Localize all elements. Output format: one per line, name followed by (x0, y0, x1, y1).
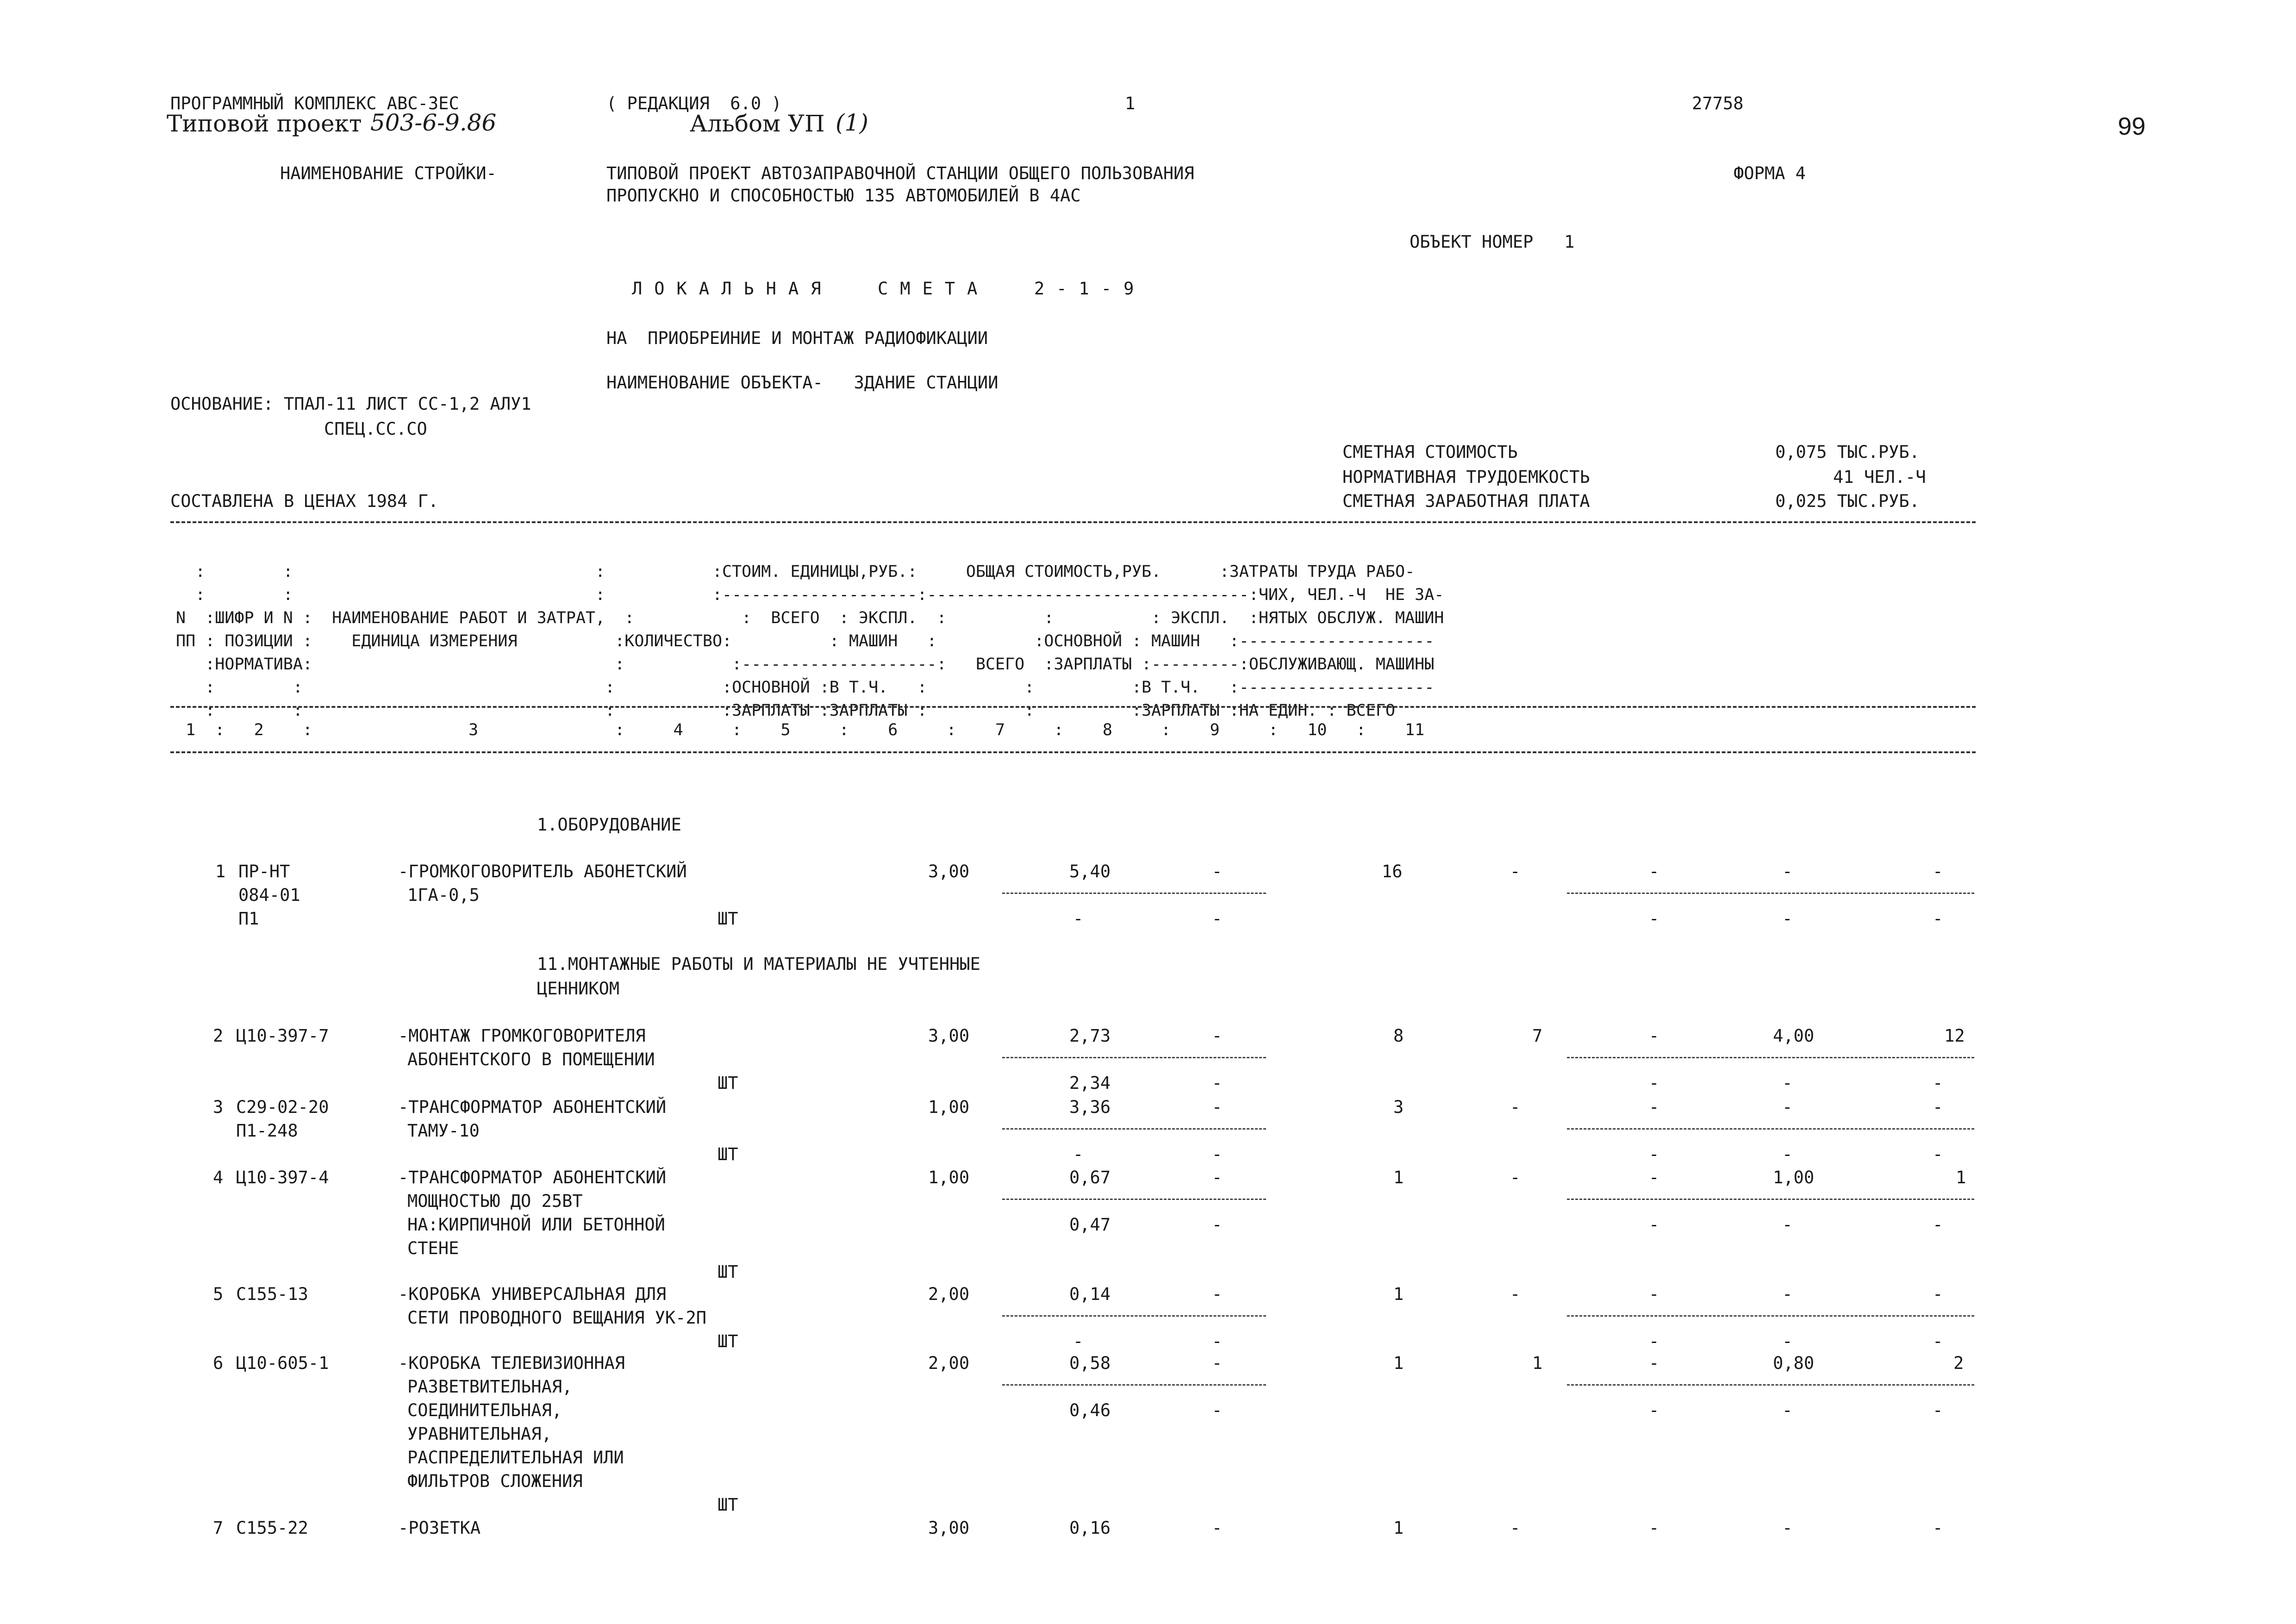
cell-base-wage: - (1510, 1168, 1521, 1187)
cell-labor-unit: - (1782, 1284, 1793, 1304)
cell-machine-cost: - (1212, 862, 1223, 881)
summary-label: НОРМАТИВНАЯ ТРУДОЕМКОСТЬ (1342, 467, 1590, 487)
sheet-number: 99 (2118, 112, 2146, 140)
cell-unit: ШТ (718, 1331, 738, 1351)
summary-value: 41 ЧЕЛ.-Ч (1833, 467, 1926, 487)
cell-wage: - (1212, 1215, 1223, 1235)
cell-quantity: 3,00 (928, 1026, 970, 1046)
cell-unit: ШТ (718, 1073, 738, 1093)
cell-labor-total: - (1933, 1284, 1943, 1304)
cell-wage: - (1649, 1331, 1660, 1351)
basis-line-1: ОСНОВАНИЕ: ТПАЛ-11 ЛИСТ СС-1,2 АЛУ1 (170, 394, 531, 414)
cell-base-wage: 7 (1532, 1026, 1543, 1046)
cell-name: -РОЗЕТКА (398, 1518, 481, 1538)
table-header: : : : :СТОИМ. ЕДИНИЦЫ,РУБ.: ОБЩАЯ СТОИМОСТЬ,РУБ. :ЗАТРАТЫ ТРУДА РАБО- : : : :--------------------:---------------------------------:ЧИХ, ЧЕЛ.-Ч НЕ ЗА- N :ШИФР И N : НАИМЕНОВАНИЕ РАБОТ И ЗАТРАТ, : : ВСЕГО : ЭКСПЛ. : : : ЭКСПЛ. :НЯТЫХ ОБСЛУЖ. МАШИН ПП : ПОЗИЦИИ : ЕДИНИЦА ИЗМЕРЕНИЯ :КОЛИЧЕСТВО: : МАШИН : :ОСНОВНОЙ : МАШИН :-------------------- :НОРМАТИВА: : :--------------------: ВСЕГО :ЗАРПЛАТЫ :---------:ОБСЛУЖИВАЮЩ. МАШИНЫ : : : :ОСНОВНОЙ :В Т.Ч. : : :В Т.Ч. :-------------------- : : : :ЗАРПЛАТЫ :ЗАРПЛАТЫ : : :ЗАРПЛАТЫ :НА ЕДИН. : ВСЕГО (176, 562, 1444, 720)
row-number: 7 (213, 1518, 224, 1538)
cell-name: -ТРАНСФОРМАТОР АБОНЕНТСКИЙ (398, 1168, 667, 1187)
cell-machine-cost: - (1212, 1026, 1223, 1046)
section-title: ЦЕННИКОМ (537, 979, 620, 999)
album-number: (1) (836, 109, 868, 136)
cell-divider (1567, 1315, 1974, 1317)
cell-name: ФИЛЬТРОВ СЛОЖЕНИЯ (407, 1471, 583, 1491)
cell-total: 1 (1393, 1353, 1404, 1373)
cell-wage: - (1073, 1331, 1084, 1351)
cell-labor-total: 2 (1953, 1353, 1964, 1373)
cell-unit: ШТ (718, 1495, 738, 1515)
construction-line-2: ПРОПУСКНО И СПОСОБНОСТЬЮ 135 АВТОМОБИЛЕЙ В 4АС (606, 186, 1081, 206)
cell-base-wage: - (1510, 1518, 1521, 1538)
cell-wage: - (1933, 1073, 1943, 1093)
cell-name: -КОРОБКА ТЕЛЕВИЗИОННАЯ (398, 1353, 625, 1373)
cell-unit-cost: 5,40 (1069, 862, 1111, 881)
row-number: 4 (213, 1168, 224, 1187)
cell-code: Ц10-397-7 (236, 1026, 329, 1046)
cell-divider (1567, 1199, 1974, 1200)
cell-wage: - (1782, 909, 1793, 929)
document-code: 27758 (1692, 94, 1744, 113)
summary-label: СМЕТНАЯ ЗАРАБОТНАЯ ПЛАТА (1342, 491, 1590, 511)
cell-labor-unit: 4,00 (1773, 1026, 1815, 1046)
cell-divider (1567, 1128, 1974, 1130)
cell-labor-total: 1 (1956, 1168, 1966, 1187)
cell-name: СТЕНЕ (407, 1238, 459, 1258)
cell-wage: - (1212, 1073, 1223, 1093)
cell-code: ПР-НТ (238, 862, 290, 881)
cell-machine-total: - (1649, 1353, 1660, 1373)
cell-unit-cost: 0,58 (1069, 1353, 1111, 1373)
summary-value: 0,025 ТЫС.РУБ. (1775, 491, 1920, 511)
cell-name: -ТРАНСФОРМАТОР АБОНЕНТСКИЙ (398, 1097, 667, 1117)
cell-wage: - (1649, 1215, 1660, 1235)
cell-quantity: 2,00 (928, 1353, 970, 1373)
cell-machine-cost: - (1212, 1518, 1223, 1538)
typical-project-label: Типовой проект (167, 110, 362, 137)
column-numbers: 1 : 2 : 3 : 4 : 5 : 6 : 7 : 8 : 9 : 10 : 11 (176, 721, 1425, 739)
cell-name: -МОНТАЖ ГРОМКОГОВОРИТЕЛЯ (398, 1026, 646, 1046)
cell-name: -КОРОБКА УНИВЕРСАЛЬНАЯ ДЛЯ (398, 1284, 667, 1304)
cell-code: Ц10-397-4 (236, 1168, 329, 1187)
cell-labor-total: - (1933, 1097, 1943, 1117)
cell-divider (1567, 1384, 1974, 1386)
cell-divider (1002, 1128, 1266, 1130)
cell-unit-cost: 0,67 (1069, 1168, 1111, 1187)
cell-wage: - (1649, 1400, 1660, 1420)
cell-labor-unit: - (1782, 1518, 1793, 1538)
cell-code: П1-248 (236, 1121, 298, 1141)
table-rule (170, 706, 1976, 708)
cell-machine-total: - (1649, 1284, 1660, 1304)
cell-wage: - (1073, 909, 1084, 929)
cell-name: СОЕДИНИТЕЛЬНАЯ, (407, 1400, 562, 1420)
cell-labor-unit: 1,00 (1773, 1168, 1815, 1187)
cell-code: П1 (238, 909, 259, 929)
cell-unit: ШТ (718, 1144, 738, 1164)
cell-labor-total: 12 (1944, 1026, 1965, 1046)
row-number: 1 (215, 862, 226, 881)
cell-name: УРАВНИТЕЛЬНАЯ, (407, 1424, 552, 1444)
cell-code: С155-13 (236, 1284, 308, 1304)
cell-unit: ШТ (718, 909, 738, 929)
cell-wage: - (1933, 1331, 1943, 1351)
cell-wage: - (1933, 1215, 1943, 1235)
cell-quantity: 2,00 (928, 1284, 970, 1304)
table-rule (170, 521, 1976, 523)
cell-machine-total: - (1649, 1518, 1660, 1538)
cell-divider (1567, 893, 1974, 894)
cell-base-wage: - (1510, 1284, 1521, 1304)
form-label: ФОРМА 4 (1734, 163, 1806, 183)
cell-wage: - (1649, 1073, 1660, 1093)
cell-machine-total: - (1649, 1097, 1660, 1117)
construction-line-1: ТИПОВОЙ ПРОЕКТ АВТОЗАПРАВОЧНОЙ СТАНЦИИ ОБЩЕГО ПОЛЬЗОВАНИЯ (606, 163, 1194, 183)
row-number: 5 (213, 1284, 224, 1304)
cell-unit-cost: 0,16 (1069, 1518, 1111, 1538)
cell-wage: - (1782, 1215, 1793, 1235)
summary-value: 0,075 ТЫС.РУБ. (1775, 442, 1920, 462)
cell-machine-cost: - (1212, 1353, 1223, 1373)
cell-divider (1002, 1199, 1266, 1200)
object-number: ОБЪЕКТ НОМЕР 1 (1410, 232, 1575, 252)
cell-wage: - (1073, 1144, 1084, 1164)
cell-labor-unit: 0,80 (1773, 1353, 1815, 1373)
cell-wage: - (1782, 1331, 1793, 1351)
cell-wage: 2,34 (1069, 1073, 1111, 1093)
cell-name: СЕТИ ПРОВОДНОГО ВЕЩАНИЯ УК-2П (407, 1308, 707, 1328)
cell-divider (1002, 1315, 1266, 1317)
cell-quantity: 3,00 (928, 1518, 970, 1538)
cell-labor-unit: - (1782, 862, 1793, 881)
cell-wage: - (1212, 1400, 1223, 1420)
cell-wage: - (1782, 1144, 1793, 1164)
cell-total: 1 (1393, 1168, 1404, 1187)
cell-machine-total: - (1649, 862, 1660, 881)
cell-code: Ц10-605-1 (236, 1353, 329, 1373)
cell-unit-cost: 0,14 (1069, 1284, 1111, 1304)
cell-code: 084-01 (238, 885, 300, 905)
cell-machine-total: - (1649, 1026, 1660, 1046)
cell-wage: - (1782, 1400, 1793, 1420)
row-number: 2 (213, 1026, 224, 1046)
cell-total: 16 (1382, 862, 1403, 881)
cell-wage: - (1933, 1144, 1943, 1164)
cell-labor-unit: - (1782, 1097, 1793, 1117)
cell-wage: - (1212, 1144, 1223, 1164)
cell-machine-cost: - (1212, 1284, 1223, 1304)
cell-labor-total: - (1933, 1518, 1943, 1538)
cell-quantity: 1,00 (928, 1168, 970, 1187)
edition: ( РЕДАКЦИЯ 6.0 ) (606, 94, 782, 113)
prices-year: СОСТАВЛЕНА В ЦЕНАХ 1984 Г. (170, 491, 439, 511)
cell-wage: 0,47 (1069, 1215, 1111, 1235)
cell-machine-cost: - (1212, 1097, 1223, 1117)
summary-label: СМЕТНАЯ СТОИМОСТЬ (1342, 442, 1518, 462)
cell-wage: - (1649, 909, 1660, 929)
cell-name: МОЩНОСТЬЮ ДО 25ВТ (407, 1191, 583, 1211)
cell-wage: - (1782, 1073, 1793, 1093)
cell-wage: - (1933, 1400, 1943, 1420)
cell-unit: ШТ (718, 1262, 738, 1282)
row-number: 6 (213, 1353, 224, 1373)
cell-divider (1002, 1057, 1266, 1058)
album-label: Альбом УП (690, 110, 825, 137)
cell-code: С29-02-20 (236, 1097, 329, 1117)
cell-wage: 0,46 (1069, 1400, 1111, 1420)
cell-code: С155-22 (236, 1518, 308, 1538)
cell-divider (1002, 893, 1266, 894)
cell-unit-cost: 3,36 (1069, 1097, 1111, 1117)
construction-label: НАИМЕНОВАНИЕ СТРОЙКИ- (280, 163, 497, 183)
cell-unit-cost: 2,73 (1069, 1026, 1111, 1046)
cell-name: АБОНЕНТСКОГО В ПОМЕЩЕНИИ (407, 1049, 655, 1069)
page-number: 1 (1125, 94, 1136, 113)
cell-name: ТАМУ-10 (407, 1121, 480, 1141)
cell-machine-total: - (1649, 1168, 1660, 1187)
estimate-subject: НА ПРИОБРЕИНИЕ И МОНТАЖ РАДИОФИКАЦИИ (606, 328, 988, 348)
cell-name: РАЗВЕТВИТЕЛЬНАЯ, (407, 1377, 573, 1397)
object-name: НАИМЕНОВАНИЕ ОБЪЕКТА- ЗДАНИЕ СТАНЦИИ (606, 373, 998, 393)
section-title: 11.МОНТАЖНЫЕ РАБОТЫ И МАТЕРИАЛЫ НЕ УЧТЕННЫЕ (537, 954, 980, 974)
cell-total: 8 (1393, 1026, 1404, 1046)
cell-divider (1567, 1057, 1974, 1058)
estimate-title: ЛОКАЛЬНАЯ СМЕТА 2-1-9 (632, 279, 1146, 299)
cell-base-wage: - (1510, 862, 1521, 881)
section-title: 1.ОБОРУДОВАНИЕ (537, 815, 681, 835)
cell-wage: - (1649, 1144, 1660, 1164)
typical-project-number: 503-6-9.86 (370, 109, 497, 136)
cell-name: НА:КИРПИЧНОЙ ИЛИ БЕТОННОЙ (407, 1215, 665, 1235)
cell-name: -ГРОМКОГОВОРИТЕЛЬ АБОНЕТСКИЙ (398, 862, 687, 881)
basis-line-2: СПЕЦ.СС.СО (324, 419, 427, 439)
cell-wage: - (1212, 909, 1223, 929)
row-number: 3 (213, 1097, 224, 1117)
cell-name: РАСПРЕДЕЛИТЕЛЬНАЯ ИЛИ (407, 1448, 624, 1468)
cell-quantity: 3,00 (928, 862, 970, 881)
cell-base-wage: 1 (1532, 1353, 1543, 1373)
cell-divider (1002, 1384, 1266, 1386)
program-name: ПРОГРАММНЫЙ КОМПЛЕКС АВС-3ЕС (170, 94, 459, 113)
cell-wage: - (1933, 909, 1943, 929)
cell-quantity: 1,00 (928, 1097, 970, 1117)
cell-wage: - (1212, 1331, 1223, 1351)
cell-labor-total: - (1933, 862, 1943, 881)
cell-total: 3 (1393, 1097, 1404, 1117)
cell-name: 1ГА-0,5 (407, 885, 480, 905)
cell-total: 1 (1393, 1518, 1404, 1538)
cell-total: 1 (1393, 1284, 1404, 1304)
table-rule (170, 751, 1976, 753)
cell-base-wage: - (1510, 1097, 1521, 1117)
cell-machine-cost: - (1212, 1168, 1223, 1187)
